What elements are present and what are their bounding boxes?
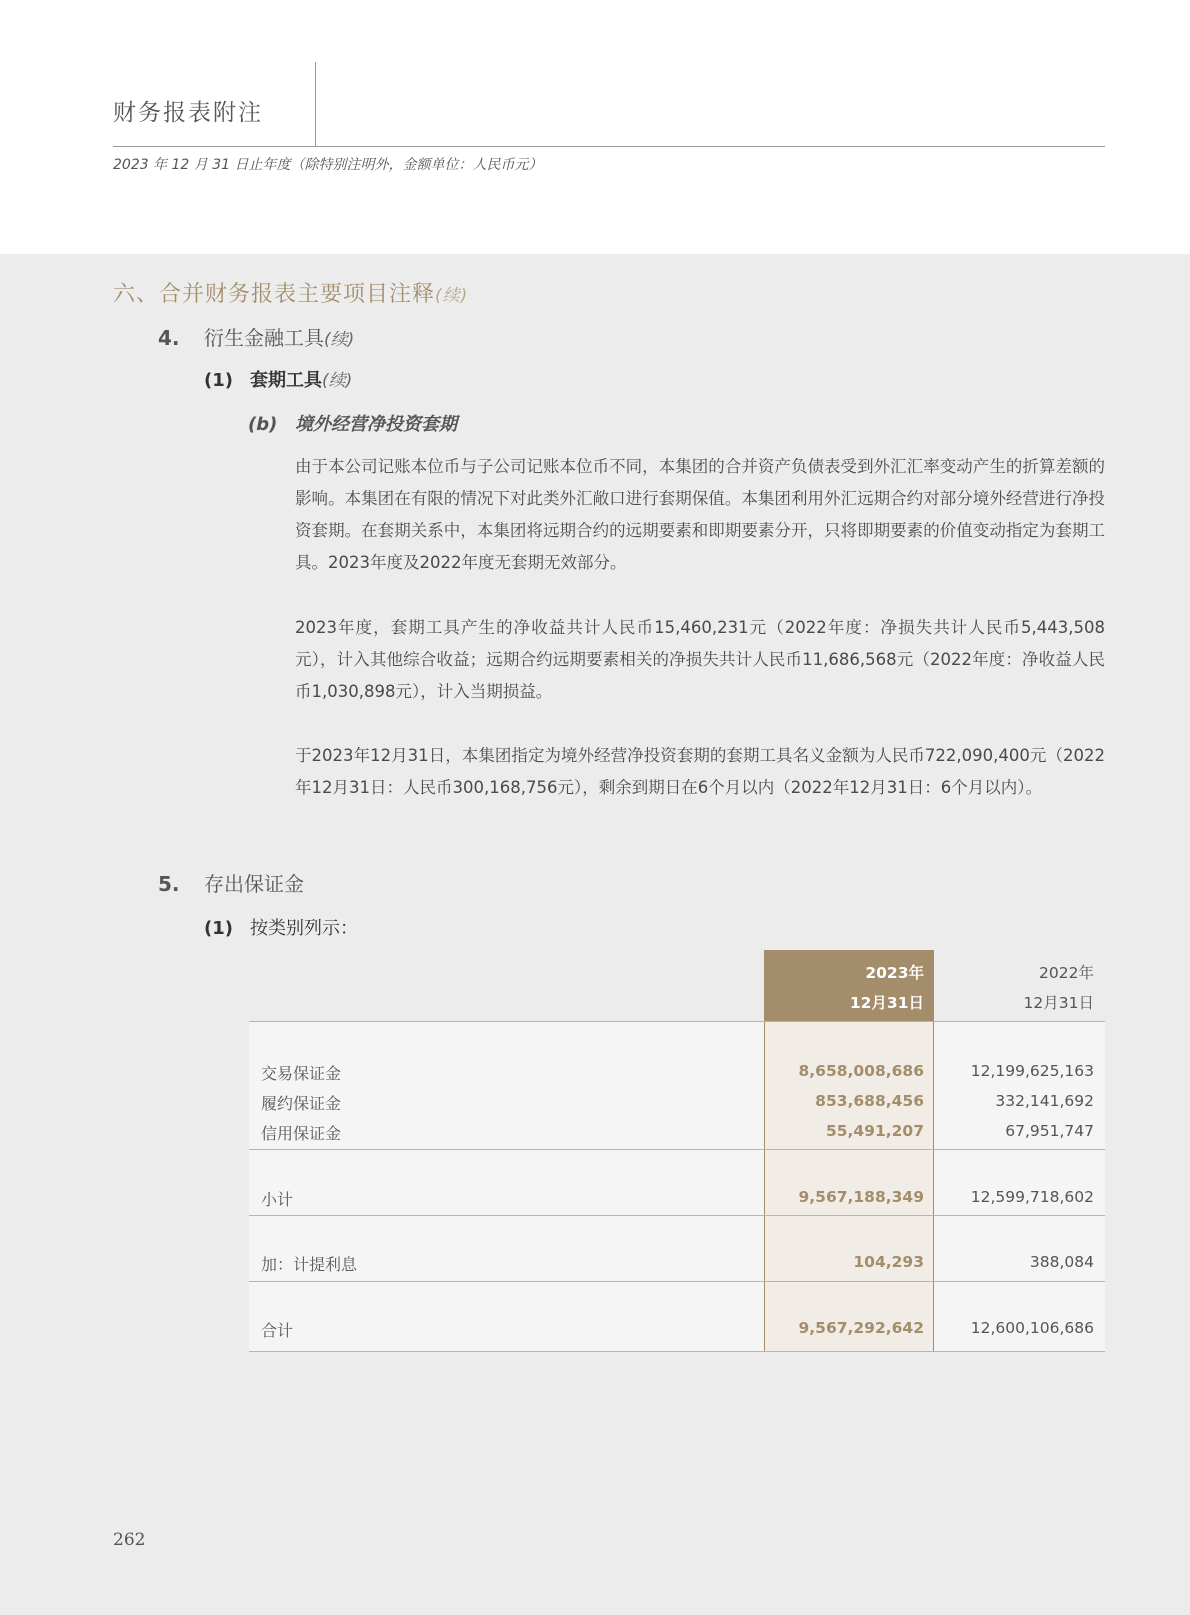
paragraph-hedge-notional: 于2023年12月31日，本集团指定为境外经营净投资套期的套期工具名义金额为人民币722,090,400元（2022年12月31日：人民币300,168,756元），剩余到期日在6个月以内（2022年12月31日：6个月以内）。 <box>295 746 1105 797</box>
item-4-1-b-title: 境外经营净投资套期 <box>295 414 457 435</box>
band-interest-highlight <box>764 1216 934 1281</box>
page-header-area <box>0 0 1190 254</box>
table-bottom-rule <box>249 1351 1105 1352</box>
band-interest <box>249 1216 1105 1281</box>
subtotal-label: 小计 <box>261 1190 294 1209</box>
column-header-2022: 2022年 12月31日 <box>1023 964 1094 1012</box>
section-title-text: 六、合并财务报表主要项目注释 <box>113 282 436 307</box>
item-5-1-number: (1) <box>204 918 233 939</box>
interest-label: 加：计提利息 <box>261 1255 358 1274</box>
item-4-1-heading <box>204 366 352 392</box>
page-number: 262 <box>113 1530 146 1550</box>
item-4-1-b-number: (b) <box>248 414 278 435</box>
item-5-1-heading <box>204 914 358 940</box>
interest-value-2022: 388,084 <box>1029 1253 1094 1271</box>
row-value-2022: 332,141,692 <box>995 1092 1094 1110</box>
item-4-continued: (续) <box>324 330 355 350</box>
row-label: 信用保证金 <box>261 1124 342 1143</box>
deposits-table <box>249 950 1105 1352</box>
page-header-title: 财务报表附注 <box>113 100 263 126</box>
section-continued: (续) <box>435 286 469 306</box>
item-4-1-title: 套期工具 <box>250 370 322 391</box>
item-5-heading <box>158 868 304 897</box>
interest-value-2023: 104,293 <box>853 1253 924 1271</box>
total-label: 合计 <box>261 1321 294 1340</box>
band-total-highlight <box>764 1282 934 1351</box>
row-value-2023: 853,688,456 <box>815 1092 924 1110</box>
item-4-1-number: (1) <box>204 370 233 391</box>
item-4-heading <box>158 322 354 351</box>
row-value-2023: 55,491,207 <box>825 1122 924 1140</box>
section-title <box>113 277 468 308</box>
item-5-number: 5. <box>158 872 180 896</box>
header-divider-vertical <box>315 62 316 146</box>
item-4-number: 4. <box>158 326 180 350</box>
column-header-2023: 2023年 12月31日 <box>849 964 924 1012</box>
item-5-1-title: 按类别列示： <box>250 918 358 939</box>
total-value-2023: 9,567,292,642 <box>798 1319 924 1337</box>
page-header-subtitle: 2023 年 12 月 31 日止年度（除特别注明外，金额单位：人民币元） <box>113 157 543 173</box>
row-label: 交易保证金 <box>261 1064 342 1083</box>
row-value-2022: 67,951,747 <box>1005 1122 1094 1140</box>
item-4-title: 衍生金融工具 <box>204 326 324 350</box>
subtotal-value-2022: 12,599,718,602 <box>970 1188 1094 1206</box>
header-divider-horizontal <box>113 146 1105 147</box>
row-label: 履约保证金 <box>261 1094 342 1113</box>
item-5-title: 存出保证金 <box>204 872 304 896</box>
item-4-1-continued: (续) <box>322 371 353 391</box>
paragraph-hedge-gains: 2023年度，套期工具产生的净收益共计人民币15,460,231元（2022年度：净损失共计人民币5,443,508元），计入其他综合收益；远期合约远期要素相关的净损失共计人民币11,686,568元（2022年度：净收益人民币1,030,898元），计入当期损益。 <box>295 618 1105 701</box>
band-total <box>249 1282 1105 1351</box>
total-value-2022: 12,600,106,686 <box>970 1319 1094 1337</box>
item-4-1-b-heading <box>248 410 457 436</box>
subtotal-value-2023: 9,567,188,349 <box>798 1188 924 1206</box>
paragraph-hedge-intro: 由于本公司记账本位币与子公司记账本位币不同，本集团的合并资产负债表受到外汇汇率变动产生的折算差额的影响。本集团在有限的情况下对此类外汇敞口进行套期保值。本集团利用外汇远期合约对部分境外经营进行净投资套期。在套期关系中，本集团将远期合约的远期要素和即期要素分开，只将即期要素的价值变动指定为套期工具。2023年度及2022年度无套期无效部分。 <box>295 457 1105 572</box>
row-value-2022: 12,199,625,163 <box>970 1062 1094 1080</box>
row-value-2023: 8,658,008,686 <box>798 1062 924 1080</box>
